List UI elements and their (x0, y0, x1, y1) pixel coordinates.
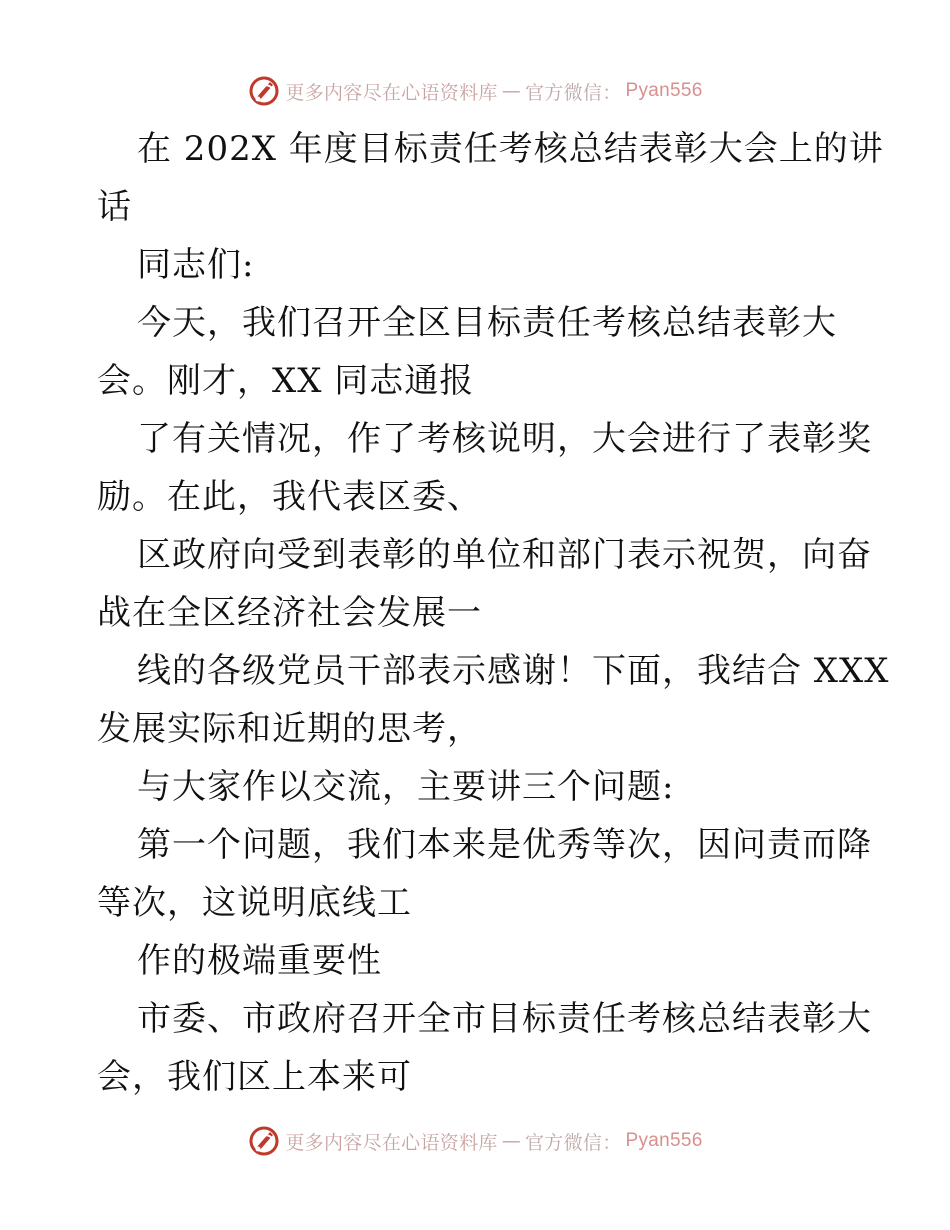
banner-wechat-id: Pyan556 (625, 1130, 703, 1151)
banner-wechat-label: 官方微信： (525, 1131, 622, 1154)
banner-main-text: 更多内容尽在心语资料库 (285, 1131, 498, 1154)
document-body (97, 120, 890, 1106)
paragraph-line: 与大家作以交流，主要讲三个问题: (137, 767, 675, 807)
paragraph-line: 了有关情况，作了考核说明，大会进行了表彰奖 (137, 419, 872, 459)
document-title-line-1: 在 202X 年度目标责任考核总结表彰大会上的讲 (137, 129, 884, 169)
paragraph-line: 发展实际和近期的思考， (97, 709, 482, 749)
banner-wechat-id: Pyan556 (625, 80, 703, 101)
banner-main-text: 更多内容尽在心语资料库 (285, 81, 498, 104)
header-banner-content (247, 74, 702, 108)
paragraph-line: 会。刚才，XX 同志通报 (97, 361, 475, 401)
footer-banner (0, 1121, 950, 1161)
banner-dash: — (501, 80, 521, 102)
banner-wechat-label: 官方微信： (525, 81, 622, 104)
paragraph-line: 线的各级党员干部表示感谢！下面，我结合 XXX (137, 651, 890, 691)
footer-banner-content (247, 1124, 702, 1158)
salutation: 同志们: (137, 245, 255, 285)
paragraph-line: 今天，我们召开全区目标责任考核总结表彰大 (137, 303, 837, 343)
document-title-line-2: 话 (97, 187, 132, 227)
banner-dash: — (501, 1130, 521, 1152)
logo-icon (247, 74, 281, 108)
paragraph-line: 会，我们区上本来可 (97, 1057, 412, 1097)
paragraph-line: 励。在此，我代表区委、 (97, 477, 482, 517)
header-banner (0, 71, 950, 111)
paragraph-line: 战在全区经济社会发展一 (97, 593, 482, 633)
section-heading-line-1: 第一个问题，我们本来是优秀等次，因问责而降 (137, 825, 872, 865)
logo-icon (247, 1124, 281, 1158)
section-heading-line-3: 作的极端重要性 (137, 941, 382, 981)
section-heading-line-2: 等次，这说明底线工 (97, 883, 412, 923)
paragraph-line: 市委、市政府召开全市目标责任考核总结表彰大 (137, 999, 872, 1039)
paragraph-line: 区政府向受到表彰的单位和部门表示祝贺，向奋 (137, 535, 872, 575)
